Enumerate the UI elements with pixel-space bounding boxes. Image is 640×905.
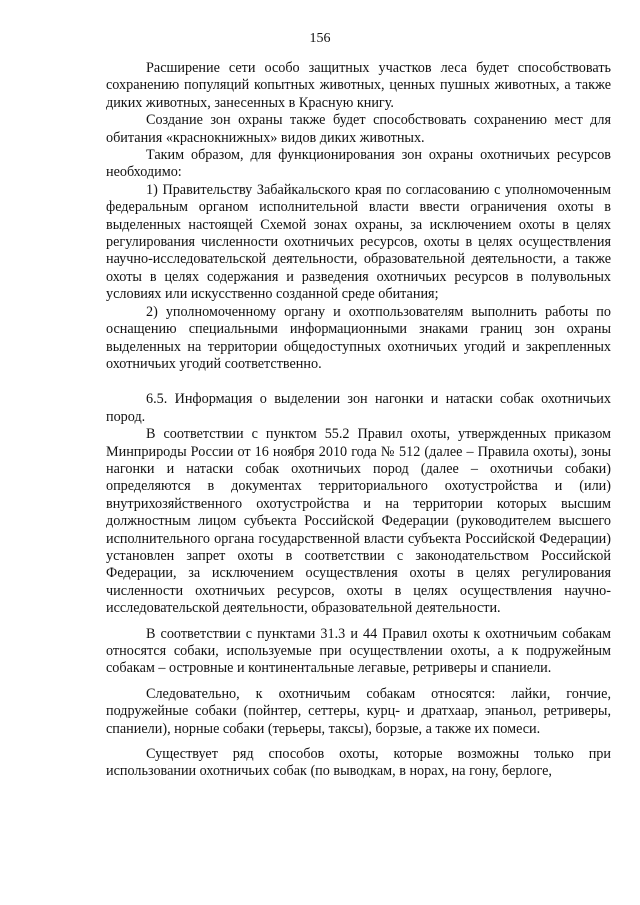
paragraph: Расширение сети особо защитных участков леса будет способствовать сохранению популяций копытных животных, ценных пушных животных, а также диких животных, занесенных в Красную книгу. (106, 60, 611, 111)
section-gap (106, 373, 611, 391)
list-item: 2) уполномоченному органу и охотпользователям выполнить работы по оснащению специальными информационными знаками границ зон охраны выделенных на территории общедоступных охотничьих угодий и закрепленных охотничьих угодий соответственно. (106, 303, 611, 372)
paragraph: Создание зон охраны также будет способствовать сохранению мест для обитания «краснокнижных» видов диких животных. (106, 112, 611, 146)
paragraph: Таким образом, для функционирования зон охраны охотничьих ресурсов необходимо: (106, 147, 611, 181)
page-number: 156 (309, 31, 331, 46)
paragraph: Существует ряд способов охоты, которые возможны только при использовании охотничьих собак (по выводкам, в норах, на гону, берлоге, (106, 746, 611, 780)
list-item: 1) Правительству Забайкальского края по согласованию с уполномоченным федеральным органом исполнительной власти ввести ограничения охоты в выделенных настоящей Схемой зонах охраны, за исключением охоты в целях регулирования численности охотничьих ресурсов, охоты в целях осуществления научно-исследовательской деятельности, образовательной деятельности, а также охоты в целях содержания и разведения охотничьих ресурсов в полувольных условиях или искусственно созданной среде обитания; (106, 181, 611, 303)
section-heading: 6.5. Информация о выделении зон нагонки и натаски собак охотничьих пород. (106, 391, 611, 425)
paragraph: В соответствии с пунктами 31.3 и 44 Правил охоты к охотничьим собакам относятся собаки, используемые при осуществлении охоты, а к подружейным собакам – островные и континентальные легавые, ретриверы и спаниели. (106, 625, 611, 677)
paragraph: Следовательно, к охотничьим собакам относятся: лайки, гончие, подружейные собаки (пойнтер, сеттеры, курц- и дратхаар, эпаньол, ретриверы, спаниели), норные собаки (терьеры, таксы), борзые, а также их помеси. (106, 685, 611, 737)
document-body (106, 60, 611, 781)
paragraph: В соответствии с пунктом 55.2 Правил охоты, утвержденных приказом Минприроды России от 16 ноября 2010 года № 512 (далее – Правила охоты), зоны нагонки и натаски собак охотничьих пород (далее – охотничьи собаки) определяются в документах территориального охотустройства и (или) внутрихозяйственного охотустройства и на территории которых высшим должностным лицом субъекта Российской Федерации (руководителем высшего исполнительного органа государственной власти субъекта Российской Федерации) установлен запрет охоты в соответствии с законодательством Российской Федерации, за исключением осуществления охоты в целях регулирования численности охотничьих ресурсов, охоты в целях осуществления научно-исследовательской деятельности, образовательной деятельности. (106, 426, 611, 617)
